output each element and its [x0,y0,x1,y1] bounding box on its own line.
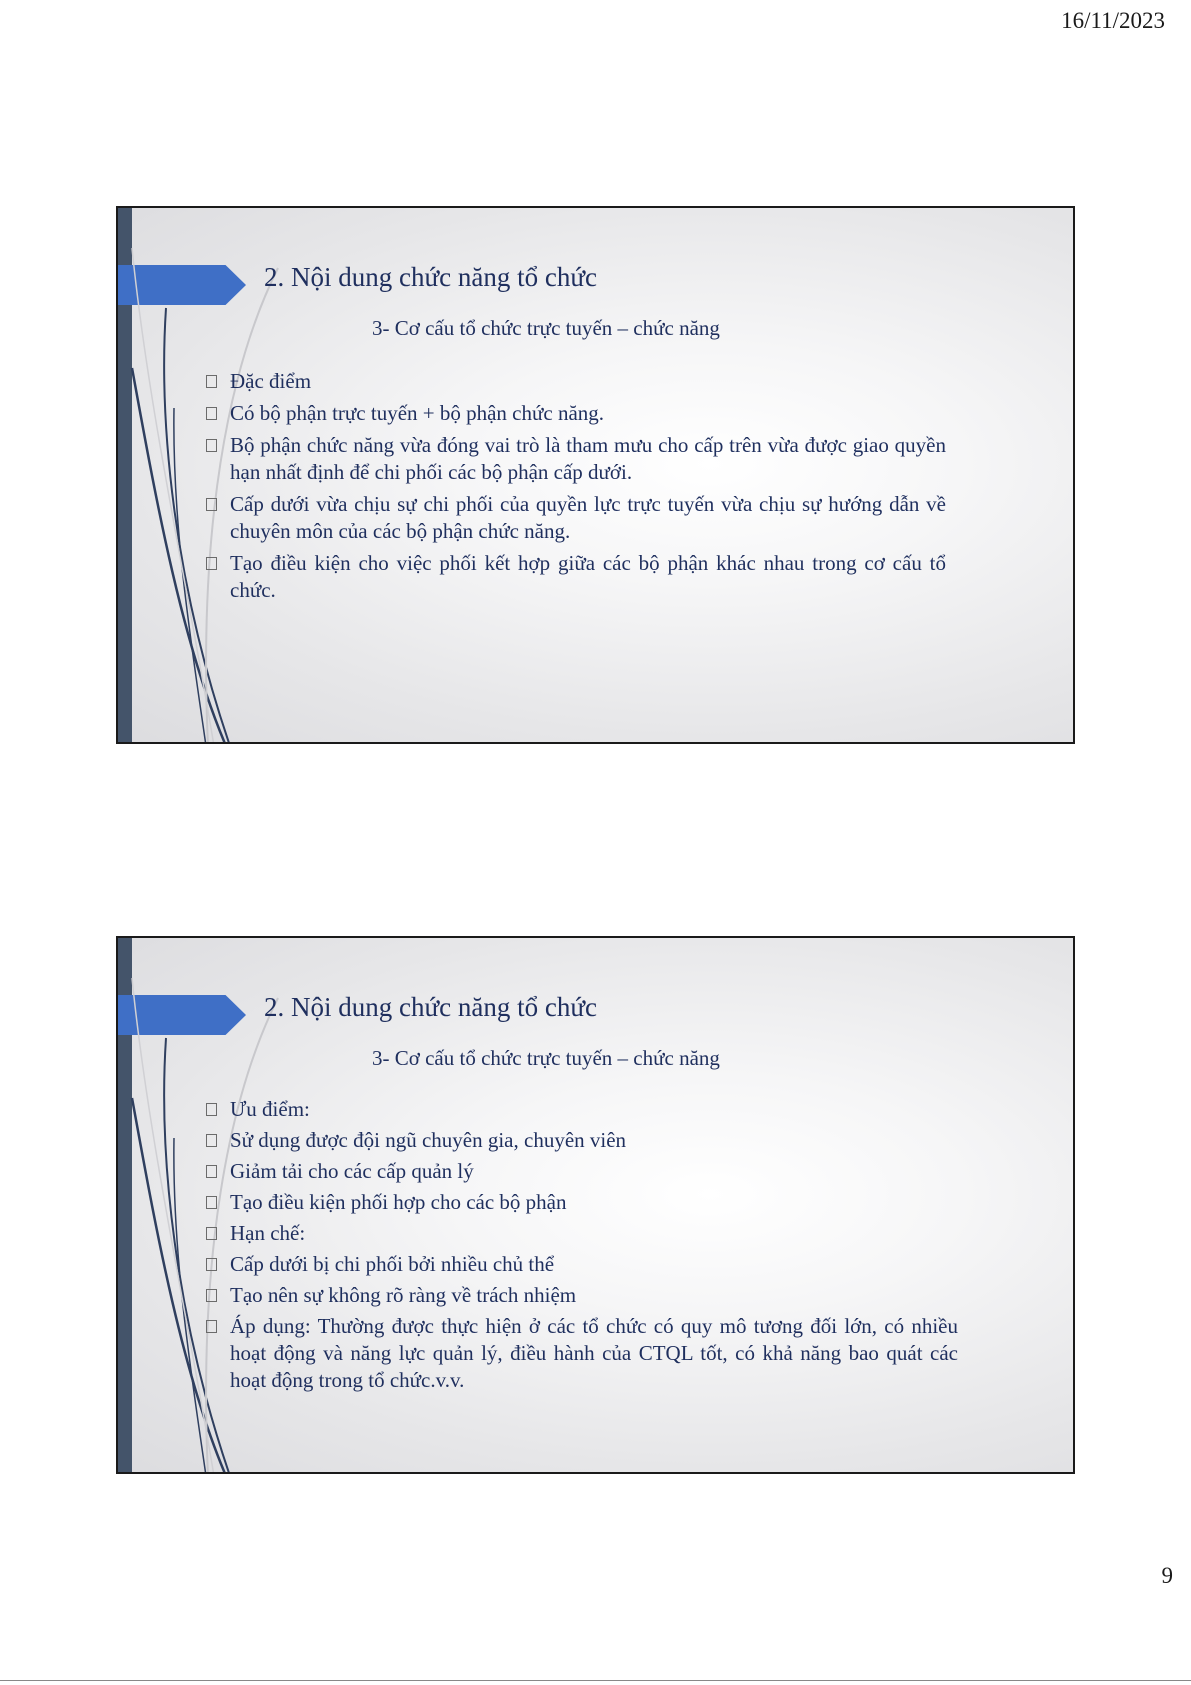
list-item [206,1096,958,1123]
list-item [206,1282,958,1309]
checkbox-bullet-icon [206,498,217,511]
list-item [206,432,946,486]
bullet-text: Cấp dưới bị chi phối bởi nhiều chủ thể [230,1252,555,1276]
slide-1 [116,206,1075,744]
bullet-text: Có bộ phận trực tuyến + bộ phận chức năng. [230,401,605,425]
checkbox-bullet-icon [206,1165,217,1178]
bullet-text: Cấp dưới vừa chịu sự chi phối của quyền lực trực tuyến vừa chịu sự hướng dẫn về chuyên môn của các bộ phận chức năng. [230,492,946,543]
bullet-text: Tạo điều kiện phối hợp cho các bộ phận [230,1190,567,1214]
checkbox-bullet-icon [206,1196,217,1209]
bullet-list [206,1096,958,1398]
checkbox-bullet-icon [206,375,217,388]
bullet-text: Ưu điểm: [230,1097,310,1121]
bullet-text: Hạn chế: [230,1221,306,1245]
page-number: 9 [1161,1563,1173,1588]
checkbox-bullet-icon [206,407,217,420]
slide-title: 2. Nội dung chức năng tổ chức [264,262,597,292]
bullet-text: Đặc điểm [230,369,312,393]
list-item [206,368,946,395]
checkbox-bullet-icon [206,1134,217,1147]
checkbox-bullet-icon [206,1103,217,1116]
bullet-list [206,368,946,609]
list-item [206,1189,958,1216]
slide-title: 2. Nội dung chức năng tổ chức [264,992,597,1022]
list-item [206,400,946,427]
bullet-text: Giảm tải cho các cấp quản lý [230,1159,474,1183]
bullet-text: Tạo nên sự không rõ ràng về trách nhiệm [230,1283,577,1307]
checkbox-bullet-icon [206,1227,217,1240]
list-item [206,1313,958,1394]
page-bottom-rule [0,1680,1191,1681]
list-item [206,1127,958,1154]
list-item [206,491,946,545]
list-item [206,550,946,604]
checkbox-bullet-icon [206,439,217,452]
list-item [206,1220,958,1247]
slide-2 [116,936,1075,1474]
checkbox-bullet-icon [206,557,217,570]
slide-subtitle: 3- Cơ cấu tổ chức trực tuyến – chức năng [372,316,720,340]
checkbox-bullet-icon [206,1289,217,1302]
list-item [206,1251,958,1278]
list-item [206,1158,958,1185]
bullet-text: Bộ phận chức năng vừa đóng vai trò là tham mưu cho cấp trên vừa được giao quyền hạn nhất định để chi phối các bộ phận cấp dưới. [230,433,946,484]
slide-subtitle: 3- Cơ cấu tổ chức trực tuyến – chức năng [372,1046,720,1070]
bullet-text: Tạo điều kiện cho việc phối kết hợp giữa các bộ phận khác nhau trong cơ cấu tổ chức. [230,551,946,602]
checkbox-bullet-icon [206,1320,217,1333]
checkbox-bullet-icon [206,1258,217,1271]
page-date: 16/11/2023 [1061,8,1165,33]
bullet-text: Áp dụng: Thường được thực hiện ở các tổ chức có quy mô tương đối lớn, có nhiều hoạt động và năng lực quản lý, điều hành của CTQL tốt, có khả năng bao quát các hoạt động trong tổ chức.v.v. [230,1314,958,1392]
bullet-text: Sử dụng được đội ngũ chuyên gia, chuyên viên [230,1128,627,1152]
